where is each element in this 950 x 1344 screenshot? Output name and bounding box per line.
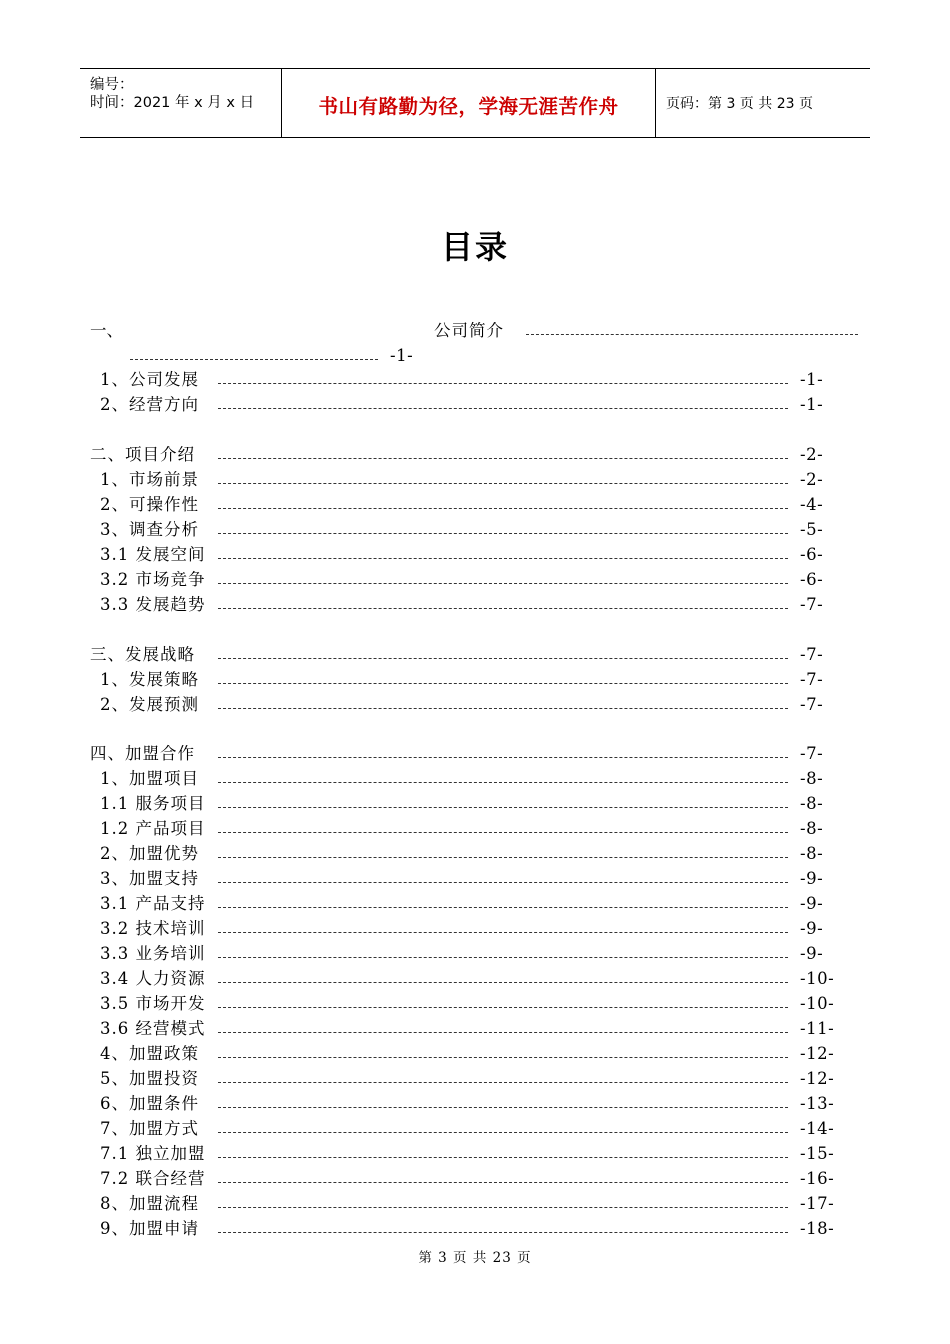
toc-entry-page: -1- [800,370,824,389]
toc-leader-dots [218,1032,788,1033]
toc-entry-page: -2- [800,445,824,464]
toc-leader-dots [218,558,788,559]
toc-entry [0,1216,950,1241]
toc-entry-label: 3.6 经营模式 [100,1019,206,1038]
toc-entry-page: -8- [800,794,824,813]
toc-entry-label: 3.3 发展趋势 [100,595,206,614]
toc-entry-page: -8- [800,819,824,838]
toc-entry-label: 7.1 独立加盟 [100,1144,206,1163]
header-page-cell [656,69,870,137]
toc-entry-page: -4- [800,495,824,514]
toc-entry [0,766,950,791]
header-page-info: 页码：第 3 页 共 23 页 [666,96,813,112]
toc-leader-dots [218,1157,788,1158]
toc-entry [0,492,950,517]
page-footer: 第 3 页 共 23 页 [418,1250,532,1266]
toc-entry-label: 3.1 发展空间 [100,545,206,564]
toc-entry-label: 1、发展策略 [100,670,199,689]
toc-entry-page: -9- [800,919,824,938]
toc-leader-dots [218,383,788,384]
toc-leader-dots [130,359,378,360]
toc-entry-label: 6、加盟条件 [100,1094,199,1113]
toc-entry-page: -7- [800,670,824,689]
toc-entry-label: 3.2 市场竞争 [100,570,206,589]
toc-entry-label: 5、加盟投资 [100,1069,199,1088]
toc-entry-page: -12- [800,1069,835,1088]
toc-entry-label: 1.1 服务项目 [100,794,206,813]
toc-entry-page: -10- [800,969,835,988]
toc-leader-dots [218,408,788,409]
toc-entry-page: -6- [800,570,824,589]
toc-entry [0,1066,950,1091]
toc-leader-dots [218,1232,788,1233]
toc-entry-label: 3.1 产品支持 [100,894,206,913]
toc-entry [0,442,950,467]
toc-entry [0,642,950,667]
toc-leader-dots [218,882,788,883]
toc-entry [0,517,950,542]
toc-entry [0,1041,950,1066]
toc-leader-dots [218,832,788,833]
toc-leader-dots [218,658,788,659]
toc-entry-page: -16- [800,1169,835,1188]
toc-entry-label: 1、市场前景 [100,470,199,489]
toc-entry-label: 2、经营方向 [100,395,199,414]
toc-leader-dots [218,857,788,858]
toc-entry [0,592,950,617]
toc-leader-dots [218,1207,788,1208]
toc-leader-dots [218,932,788,933]
toc-entry [0,542,950,567]
toc-leader-dots [218,1057,788,1058]
toc-entry-page: -1- [800,395,824,414]
toc-leader-dots [218,458,788,459]
toc-leader-dots [218,1132,788,1133]
toc-entry-page: -7- [800,595,824,614]
toc-leader-dots [218,1107,788,1108]
toc-entry [0,367,950,392]
toc-entry-label: 3.2 技术培训 [100,919,206,938]
toc-entry-page: -12- [800,1044,835,1063]
toc-leader-dots [218,583,788,584]
toc-entry [0,1016,950,1041]
toc-entry-label: 3.3 业务培训 [100,944,206,963]
toc-entry-page: -14- [800,1119,835,1138]
toc-entry-label: 3.4 人力资源 [100,969,206,988]
toc-entry [0,392,950,417]
toc-entry [0,791,950,816]
toc-entry [0,1116,950,1141]
toc-entry-page: -9- [800,869,824,888]
toc-entry [0,841,950,866]
toc-leader-dots [218,782,788,783]
toc-entry [0,467,950,492]
toc-entry-label: 7、加盟方式 [100,1119,199,1138]
toc-entry-page: -13- [800,1094,835,1113]
toc-entry-number: 一、 [90,321,123,340]
toc-entry-page: -17- [800,1194,835,1213]
toc-entry-page: -15- [800,1144,835,1163]
toc-entry-label: 1、加盟项目 [100,769,199,788]
toc-entry-label: 三、发展战略 [90,645,195,664]
toc-entry [0,891,950,916]
toc-entry [0,916,950,941]
toc-entry-first-continued [0,343,950,368]
toc-entry-page: -9- [800,944,824,963]
toc-leader-dots [218,1182,788,1183]
number-label: 编号： [90,77,134,93]
toc-leader-dots [526,334,858,335]
toc-leader-dots [218,533,788,534]
header-motto-cell [282,69,656,137]
toc-leader-dots [218,1082,788,1083]
page-title: 目录 [440,228,509,266]
toc-entry [0,1191,950,1216]
toc-entry-label: 公司简介 [434,321,504,340]
header-meta-cell [80,69,282,137]
toc-entry-page: -9- [800,894,824,913]
toc-entry-label: 2、可操作性 [100,495,199,514]
toc-entry [0,991,950,1016]
toc-entry-label: 2、发展预测 [100,695,199,714]
toc-entry [0,816,950,841]
toc-entry-label: 2、加盟优势 [100,844,199,863]
toc-entry-label: 1、公司发展 [100,370,199,389]
toc-leader-dots [218,1007,788,1008]
toc-leader-dots [218,907,788,908]
toc-entry-page: -6- [800,545,824,564]
toc-entry-label: 1.2 产品项目 [100,819,206,838]
document-header [80,68,870,138]
toc-entry [0,1166,950,1191]
toc-entry-label: 3、调查分析 [100,520,199,539]
toc-leader-dots [218,608,788,609]
toc-entry-label: 4、加盟政策 [100,1044,199,1063]
toc-entry-first [0,318,950,343]
toc-entry-page: -10- [800,994,835,1013]
toc-entry-label: 二、项目介绍 [90,445,195,464]
toc-entry-label: 3.5 市场开发 [100,994,206,1013]
toc-entry-page: -2- [800,470,824,489]
toc-leader-dots [218,957,788,958]
toc-entry [0,741,950,766]
toc-entry-label: 9、加盟申请 [100,1219,199,1238]
toc-leader-dots [218,708,788,709]
toc-entry-label: 7.2 联合经营 [100,1169,206,1188]
toc-entry-label: 8、加盟流程 [100,1194,199,1213]
toc-entry [0,1141,950,1166]
toc-leader-dots [218,683,788,684]
toc-entry-page: -11- [800,1019,835,1038]
toc-entry [0,567,950,592]
toc-entry-page: -1- [390,346,414,365]
toc-entry-page: -7- [800,645,824,664]
toc-entry-page: -8- [800,844,824,863]
toc-entry [0,1091,950,1116]
toc-entry [0,941,950,966]
toc-entry [0,966,950,991]
toc-entry-page: -7- [800,744,824,763]
toc-leader-dots [218,982,788,983]
motto: 书山有路勤为径，学海无涯苦作舟 [318,95,619,118]
toc-entry-label: 四、加盟合作 [90,744,195,763]
toc-entry [0,667,950,692]
date-label: 时间：2021 年 x 月 x 日 [90,95,255,111]
toc-entry [0,692,950,717]
toc-leader-dots [218,807,788,808]
toc-entry-page: -7- [800,695,824,714]
toc-entry-page: -18- [800,1219,835,1238]
toc-entry [0,866,950,891]
toc-leader-dots [218,483,788,484]
toc-leader-dots [218,508,788,509]
toc-leader-dots [218,757,788,758]
toc-entry-page: -5- [800,520,824,539]
toc-entry-label: 3、加盟支持 [100,869,199,888]
toc-entry-page: -8- [800,769,824,788]
